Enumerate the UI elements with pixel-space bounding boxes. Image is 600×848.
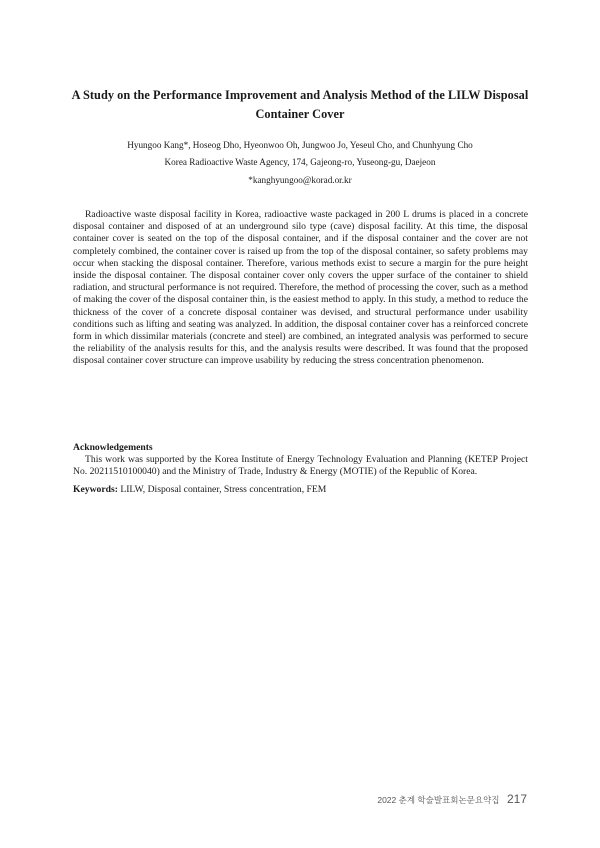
proceedings-title: 2022 춘계 학술발표회논문요약집 bbox=[377, 795, 500, 805]
page-number: 217 bbox=[506, 792, 527, 806]
keywords-label: Keywords: bbox=[73, 484, 118, 495]
affiliation: Korea Radioactive Waste Agency, 174, Gajeong-ro, Yuseong-gu, Daejeon bbox=[164, 157, 436, 167]
keywords-line bbox=[73, 484, 528, 496]
acknowledgements-body: This work was supported by the Korea Institute of Energy Technology Evaluation and Planning (KETEP Project No. 20211510100040) and the Ministry of Trade, Industry & Energy (MOTIE) of the Republic of Korea. bbox=[73, 454, 528, 478]
author-list: Hyungoo Kang*, Hoseog Dho, Hyeonwoo Oh, Jungwoo Jo, Yeseul Cho, and Chunhyung Cho bbox=[127, 140, 473, 150]
paper-title: A Study on the Performance Improvement and Analysis Method of the LILW Disposal Container Cover bbox=[71, 88, 529, 121]
keywords-text: LILW, Disposal container, Stress concentration, FEM bbox=[117, 484, 327, 495]
acknowledgements-heading: Acknowledgements bbox=[73, 442, 153, 453]
page-footer bbox=[377, 790, 527, 808]
abstract-paragraph: Radioactive waste disposal facility in Korea, radioactive waste packaged in 200 L drums is placed in a concrete disposal container and disposed of at an underground silo type (cave) disposal facility. At this time, the disposal container cover is seated on the top of the disposal container, and if the disposal container and the cover are not completely combined, the container cover is raised up from the top of the disposal container, so safety problems may occur when stacking the disposal container. Therefore, various methods exist to secure a margin for the pure height inside the disposal container. The disposal container cover only covers the upper surface of the container to shield radiation, and structural performance is not required. Therefore, the method of processing the cover, such as a method of making the cover of the disposal container thin, is the easiest method to apply. In this study, a method to reduce the thickness of the cover of a concrete disposal container was devised, and structural performance under usability conditions such as lifting and seating was analyzed. In addition, the disposal container cover has a reinforced concrete form in which dissimilar materials (concrete and steel) are combined, an integrated analysis was performed to secure the reliability of the analysis results for this, and the analysis results were described. It was found that the proposed disposal container cover structure can improve usability by reducing the stress concentration phenomenon. bbox=[73, 209, 528, 367]
corresponding-email: *kanghyungoo@korad.or.kr bbox=[248, 175, 352, 185]
